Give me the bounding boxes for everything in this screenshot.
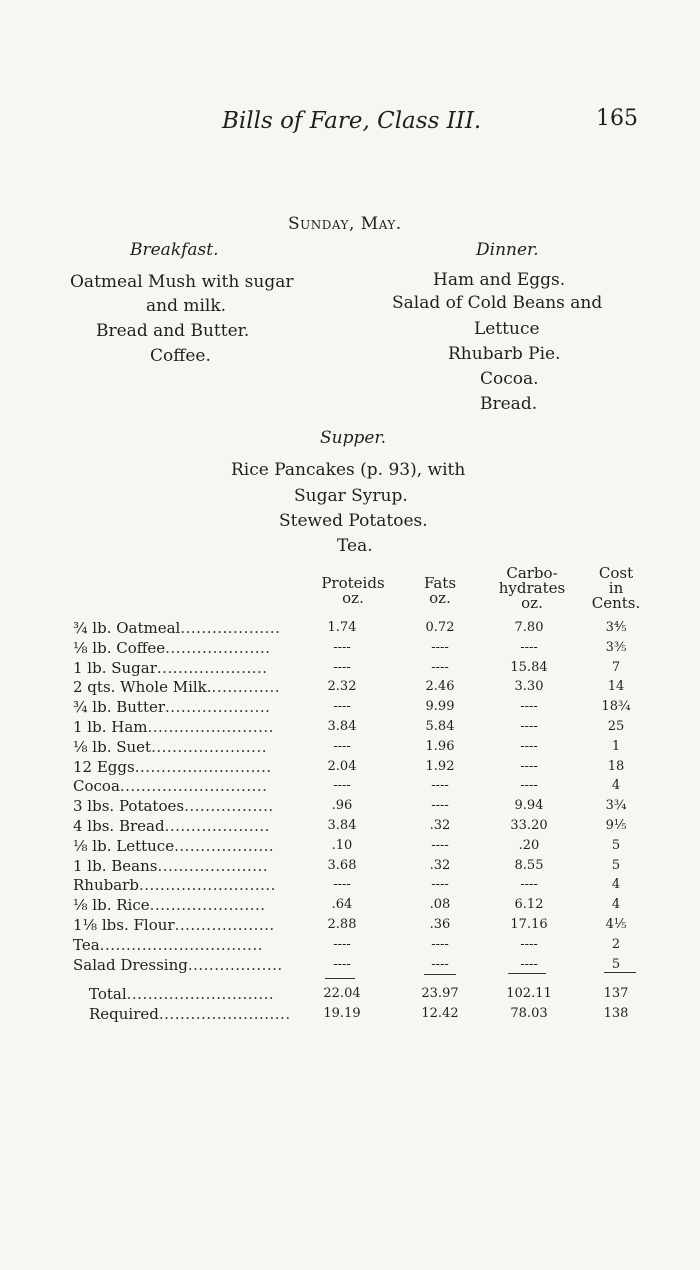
table-row-cost: 4⅕ (605, 917, 627, 932)
table-row-fats: 2.46 (425, 679, 455, 694)
table-row-cost: 4 (611, 778, 621, 793)
dinner-line: Cocoa. (480, 369, 539, 389)
table-row-cost: 3¾ (605, 798, 627, 813)
table-row-label: ⅛ lb. Suet...................... (73, 738, 267, 756)
leader-dots: .................... (164, 817, 270, 835)
table-row-carbs: ---- (520, 739, 538, 754)
total-rule-carbs (508, 973, 546, 974)
dinner-line: Rhubarb Pie. (448, 344, 561, 364)
table-row-cost: 7 (611, 660, 621, 675)
table-row-label: 4 lbs. Bread.................... (73, 817, 270, 835)
breakfast-line: Bread and Butter. (96, 321, 250, 341)
table-row-proteids: ---- (333, 937, 351, 952)
table-row-cost: 3⅗ (605, 640, 627, 655)
required-row-fats: 12.42 (421, 1006, 459, 1021)
table-row-carbs: 17.16 (510, 917, 548, 932)
table-row-label: Tea............................... (73, 936, 263, 954)
table-row-proteids: .64 (331, 897, 353, 912)
leader-dots: ......................... (158, 1005, 291, 1023)
total-rule-cost (604, 972, 636, 973)
total-row-cost: 137 (603, 986, 629, 1001)
supper-line: Stewed Potatoes. (279, 511, 428, 531)
table-row-cost: 9⅕ (605, 818, 627, 833)
table-row-carbs: ---- (520, 699, 538, 714)
table-row-fats: ---- (431, 778, 449, 793)
table-row-cost: 14 (607, 679, 625, 694)
table-row-proteids: ---- (333, 699, 351, 714)
leader-dots: .................... (165, 639, 271, 657)
table-row-cost: 1 (611, 739, 621, 754)
table-row-proteids: 2.32 (327, 679, 357, 694)
leader-dots: ..................... (157, 857, 269, 875)
table-row-label: Cocoa............................ (73, 777, 268, 795)
dinner-heading: Dinner. (476, 240, 539, 260)
total-row-label: Total............................ (89, 985, 275, 1003)
table-row-cost: 3⅘ (605, 620, 627, 635)
table-row-cost: 25 (607, 719, 625, 734)
table-row-carbs: ---- (520, 759, 538, 774)
required-row-label: Required......................... (89, 1005, 291, 1023)
column-heading-proteids: Proteids oz. (321, 574, 385, 607)
total-row-carbs: 102.11 (506, 986, 552, 1001)
column-heading-cost: Cost in Cents. (591, 564, 641, 612)
breakfast-line: and milk. (146, 296, 227, 316)
leader-dots: ........................ (147, 718, 274, 736)
table-row-proteids: ---- (333, 640, 351, 655)
table-row-label: 1 lb. Sugar..................... (73, 659, 268, 677)
table-row-carbs: ---- (520, 937, 538, 952)
table-row-fats: ---- (431, 838, 449, 853)
table-row-label: 3 lbs. Potatoes................. (73, 797, 274, 815)
table-row-fats: ---- (431, 877, 449, 892)
table-row-label: ⅛ lb. Lettuce................... (73, 837, 275, 855)
table-row-carbs: ---- (520, 957, 538, 972)
column-heading-fats: Fats oz. (423, 574, 457, 607)
leader-dots: ................... (174, 837, 275, 855)
table-row-label: ⅛ lb. Rice...................... (73, 896, 266, 914)
page-number: 165 (596, 106, 638, 131)
table-row-cost: 2 (611, 937, 621, 952)
supper-line: Rice Pancakes (p. 93), with (231, 460, 466, 480)
table-row-proteids: ---- (333, 739, 351, 754)
table-row-cost: 5 (611, 838, 621, 853)
table-row-fats: 9.99 (425, 699, 455, 714)
leader-dots: ................... (180, 619, 281, 637)
table-row-proteids: .96 (331, 798, 353, 813)
day-heading: Sunday, May. (288, 214, 402, 234)
leader-dots: ................... (174, 916, 275, 934)
table-row-carbs: 33.20 (510, 818, 548, 833)
leader-dots: .......................... (138, 876, 276, 894)
table-row-carbs: ---- (520, 640, 538, 655)
table-row-proteids: 1.74 (327, 620, 357, 635)
table-row-proteids: 2.04 (327, 759, 357, 774)
leader-dots: .................. (187, 956, 283, 974)
leader-dots: ............................... (99, 936, 263, 954)
table-row-label: Rhubarb.......................... (73, 876, 276, 894)
table-row-cost: 18 (607, 759, 625, 774)
table-row-fats: ---- (431, 798, 449, 813)
table-row-cost: 5 (611, 957, 621, 972)
total-row-proteids: 22.04 (323, 986, 361, 1001)
dinner-line: Ham and Eggs. (433, 270, 566, 290)
leader-dots: ............. (211, 678, 281, 696)
table-row-proteids: 2.88 (327, 917, 357, 932)
table-row-carbs: ---- (520, 778, 538, 793)
breakfast-line: Oatmeal Mush with sugar (70, 272, 294, 292)
breakfast-heading: Breakfast. (130, 240, 219, 260)
leader-dots: ................. (184, 797, 274, 815)
table-row-fats: .32 (429, 858, 451, 873)
required-row-carbs: 78.03 (510, 1006, 548, 1021)
dinner-line: Lettuce (474, 319, 540, 339)
table-row-proteids: 3.84 (327, 719, 357, 734)
table-row-cost: 5 (611, 858, 621, 873)
table-row-label: 1⅛ lbs. Flour................... (73, 916, 275, 934)
table-row-proteids: ---- (333, 660, 351, 675)
leader-dots: ...................... (149, 896, 266, 914)
total-rule-proteids (325, 978, 355, 979)
table-row-carbs: 7.80 (514, 620, 544, 635)
dinner-line: Salad of Cold Beans and (392, 293, 603, 313)
table-row-label: ⅛ lb. Coffee.................... (73, 639, 271, 657)
table-row-label: 12 Eggs.......................... (73, 758, 272, 776)
leader-dots: ............................ (119, 777, 268, 795)
table-row-fats: 1.96 (425, 739, 455, 754)
total-rule-fats (424, 974, 456, 975)
table-row-proteids: 3.84 (327, 818, 357, 833)
supper-line: Tea. (337, 536, 373, 556)
leader-dots: .................... (165, 698, 271, 716)
table-row-fats: ---- (431, 957, 449, 972)
supper-heading: Supper. (320, 428, 387, 448)
table-row-carbs: ---- (520, 719, 538, 734)
leader-dots: ..................... (156, 659, 268, 677)
running-header-title: Bills of Fare, Class III. (222, 108, 482, 134)
table-row-carbs: ---- (520, 877, 538, 892)
table-row-proteids: ---- (333, 957, 351, 972)
table-row-carbs: .20 (518, 838, 540, 853)
table-row-fats: ---- (431, 937, 449, 952)
supper-line: Sugar Syrup. (294, 486, 408, 506)
table-row-carbs: 3.30 (514, 679, 544, 694)
table-row-fats: ---- (431, 640, 449, 655)
table-row-fats: ---- (431, 660, 449, 675)
table-row-fats: 0.72 (425, 620, 455, 635)
table-row-label: Salad Dressing.................. (73, 956, 283, 974)
required-row-cost: 138 (603, 1006, 629, 1021)
leader-dots: ...................... (151, 738, 267, 756)
table-row-cost: 18¾ (601, 699, 631, 714)
leader-dots: .......................... (134, 758, 272, 776)
table-row-proteids: ---- (333, 877, 351, 892)
table-row-label: 1 lb. Beans..................... (73, 857, 269, 875)
table-row-carbs: 8.55 (514, 858, 544, 873)
table-row-carbs: 9.94 (514, 798, 544, 813)
table-row-carbs: 6.12 (514, 897, 544, 912)
table-row-label: 1 lb. Ham........................ (73, 718, 274, 736)
table-row-proteids: 3.68 (327, 858, 357, 873)
required-row-proteids: 19.19 (323, 1006, 361, 1021)
table-row-fats: .08 (429, 897, 451, 912)
table-row-label: ¾ lb. Butter.................... (73, 698, 271, 716)
table-row-cost: 4 (611, 897, 621, 912)
table-row-label: 2 qts. Whole Milk.............. (73, 678, 281, 696)
table-row-carbs: 15.84 (510, 660, 548, 675)
table-row-fats: .32 (429, 818, 451, 833)
table-row-proteids: ---- (333, 778, 351, 793)
table-row-fats: 5.84 (425, 719, 455, 734)
dinner-line: Bread. (480, 394, 538, 414)
column-heading-carbohydrates: Carbo- hydrates oz. (498, 564, 566, 612)
table-row-label: ¾ lb. Oatmeal................... (73, 619, 281, 637)
breakfast-line: Coffee. (150, 346, 211, 366)
table-row-fats: 1.92 (425, 759, 455, 774)
table-row-proteids: .10 (331, 838, 353, 853)
table-row-cost: 4 (611, 877, 621, 892)
total-row-fats: 23.97 (421, 986, 459, 1001)
leader-dots: ............................ (126, 985, 275, 1003)
table-row-fats: .36 (429, 917, 451, 932)
